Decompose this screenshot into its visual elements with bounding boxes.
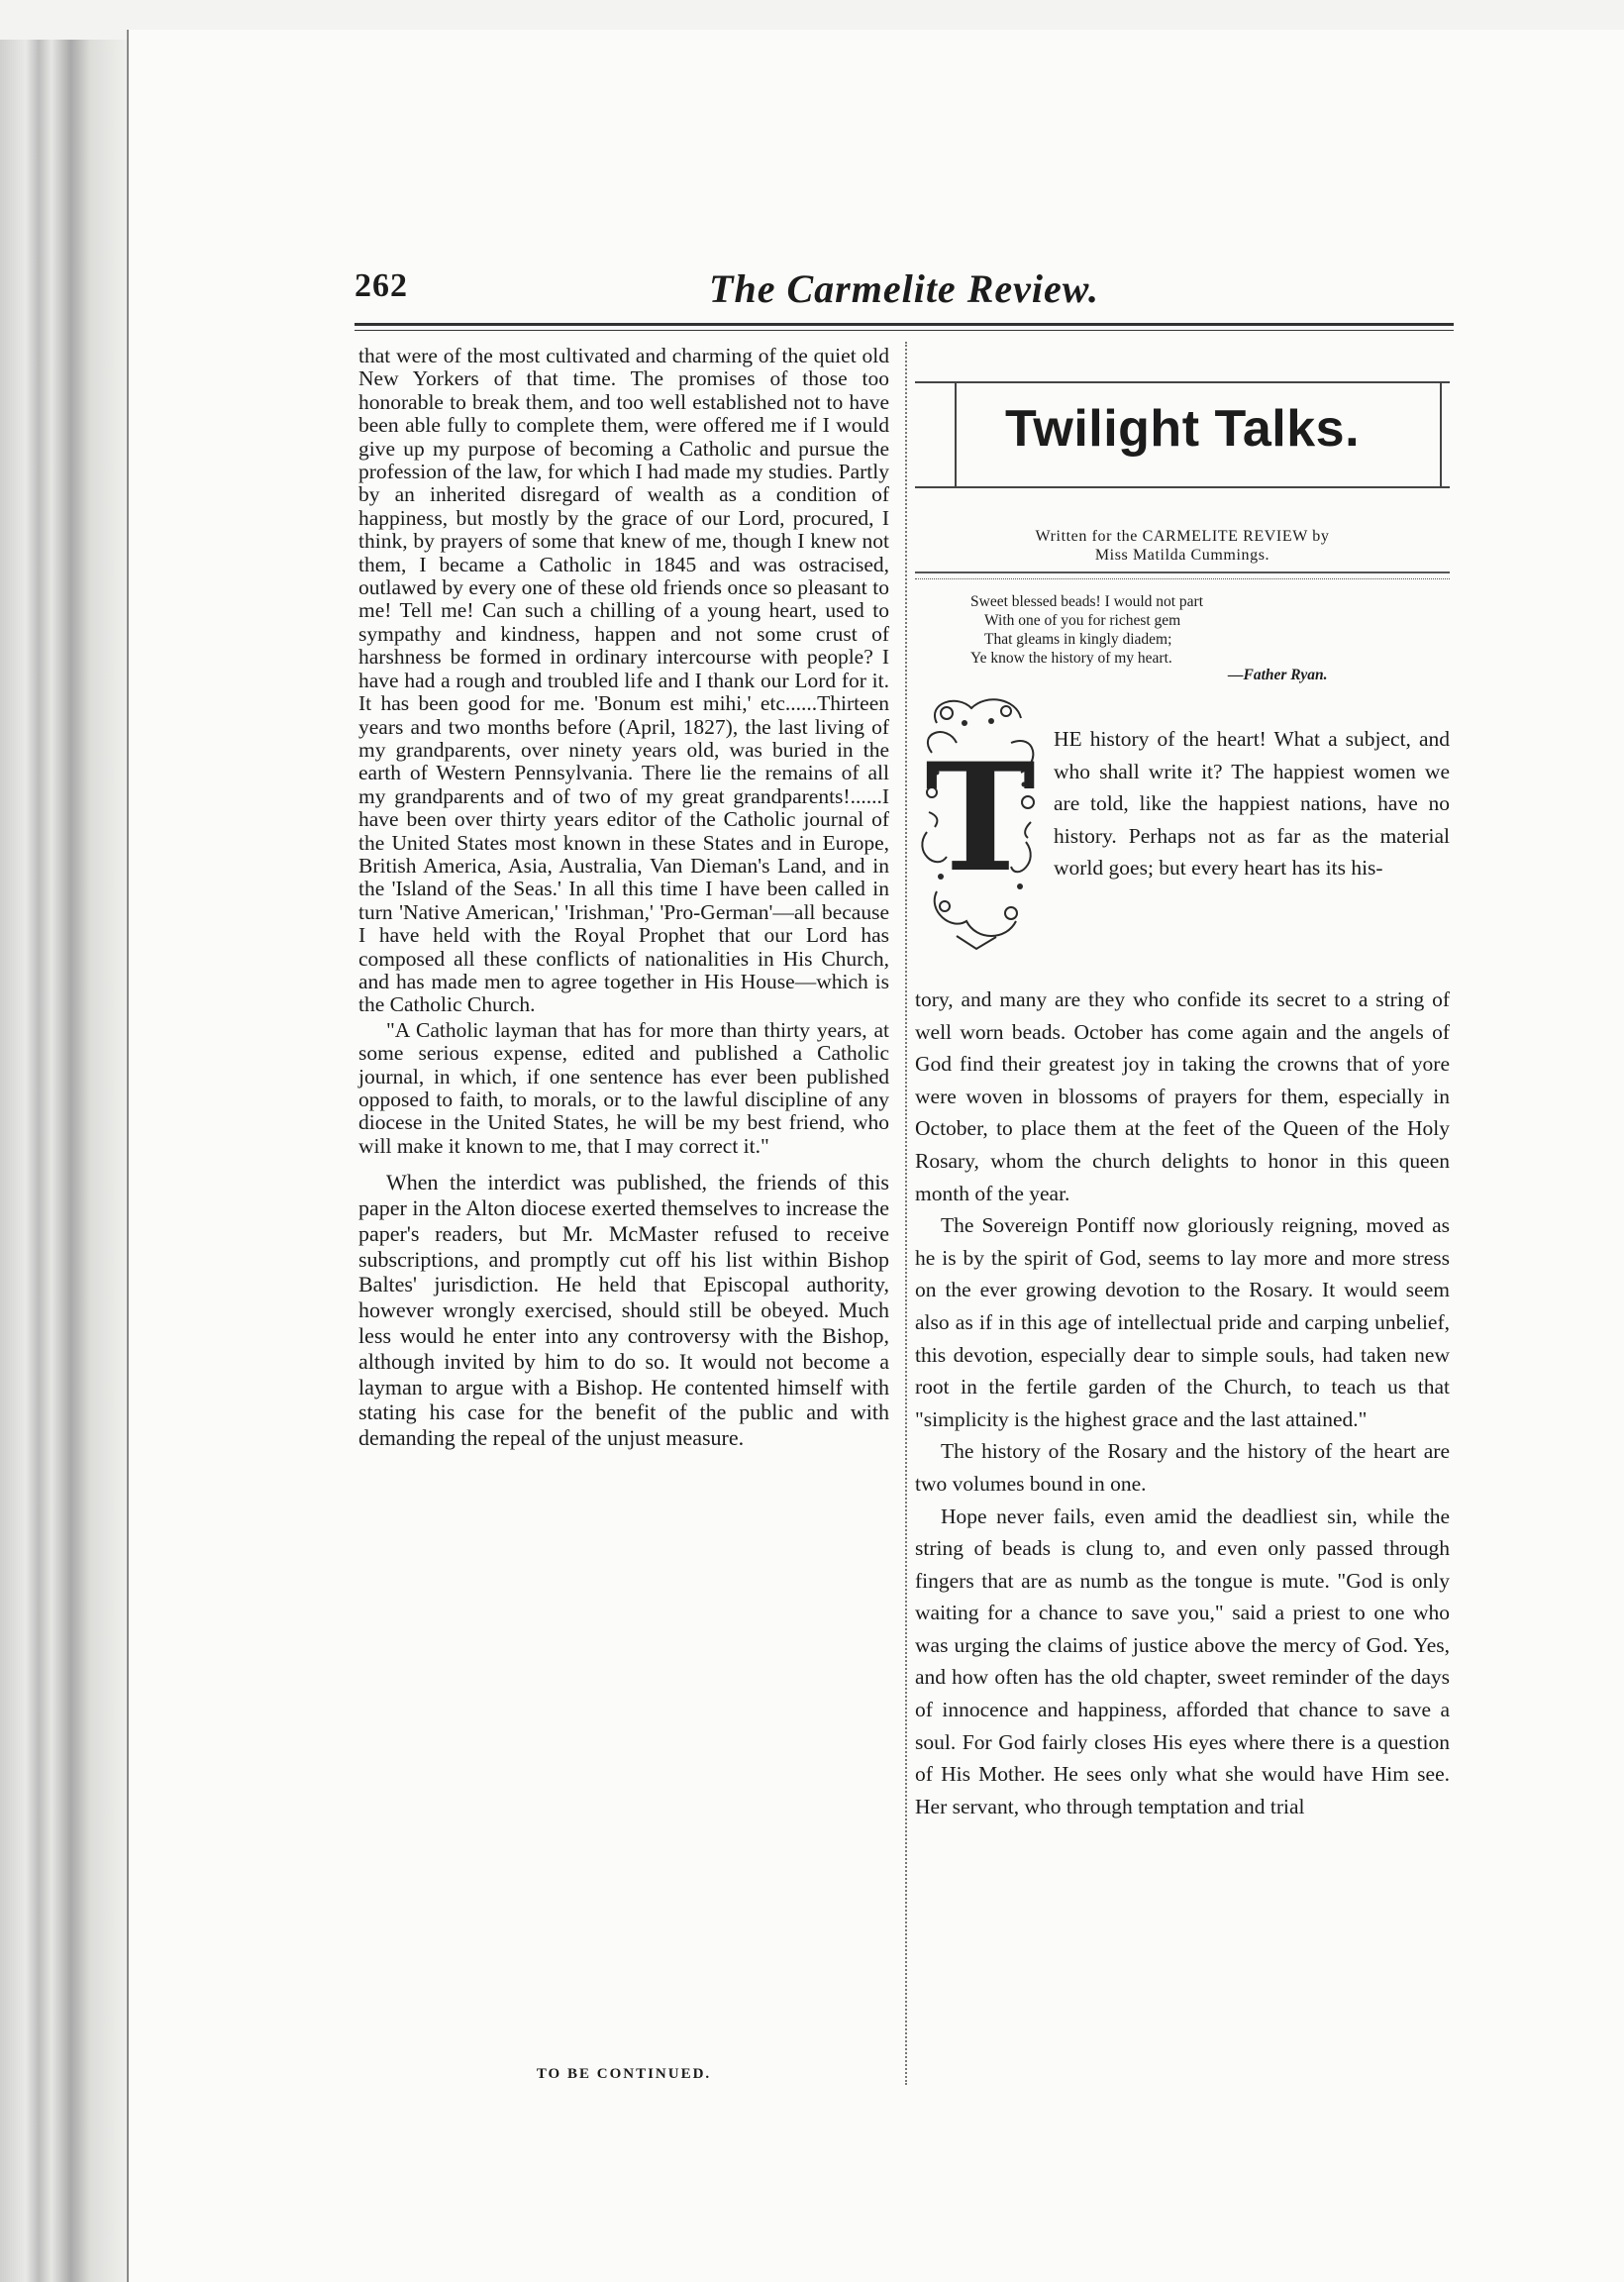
byline-rule [915, 571, 1450, 573]
title-box-top-rule [915, 381, 1450, 383]
poem-line-2: With one of you for richest gem [984, 612, 1181, 629]
epigraph-poem [970, 592, 1386, 668]
poem-line-1: Sweet blessed beads! I would not part [970, 593, 1204, 610]
byline-rule-dotted [915, 578, 1450, 579]
poem-line-4: Ye know the history of my heart. [970, 650, 1172, 667]
right-paragraph-4: Hope never fails, even amid the deadliest sin, while the string of beads is clung to, and even only passed through fingers that are as numb as the tongue is mute. "God is only waiting for a chance to save you," said a priest to one who was urging the claims of justice above the mercy of God. Yes, and how often has the old chapter, sweet reminder of the days of innocence and happiness, afforded that chance to save a soul. For God fairly closes His eyes where there is a question of His Mother. He sees only what she would have Him see. Her servant, who through temptation and trial [915, 1504, 1450, 1818]
drop-cap-paragraph: HE history of the heart! What a subject, and who shall write it? The happiest women we are told, like the happiest nations, have no history. Perhaps not as far as the material world goes; but every heart has its his- [1054, 727, 1450, 880]
left-paragraph-1: that were of the most cultivated and charming of the quiet old New Yorkers of that time. The promises of those too honorable to break them, and too well established not to have been able fully to complete them, were offered me if I would give up my purpose of becoming a Catholic and pursue the profession of the law, for which I had made my studies. Partly by an inherited disregard of wealth as a condition of happiness, but mostly by the grace of our Lord, procured, I think, by prayers of some that knew of me, though I knew not them, I became a Catholic in 1845 and was ostracised, outlawed by every one of these old friends once so pleasant to me! Tell me! Can such a chilling of a young heart, used to sympathy and kindness, happen and not some crust of harshness be formed in ordinary intercourse with people? I have had a rough and troubled life and I thank our Lord for it. It has been good for me. 'Bonum est mihi,' etc......Thirteen years and two months before (April, 1827), the last living of my grandparents, over ninety years old, was buried in the earth of Western Pennsylvania. There lie the remains of all my grandparents and of two of my great grandparents!......I have been over thirty years editor of the Catholic journal of the United States most known in these States and in Europe, British America, Asia, Australia, Van Dieman's Land, and in the 'Island of the Seas.' In all this time I have been called in turn 'Native American,' 'Irishman,' 'Pro-German'—all because I have held with the Royal Prophet that our Lord has composed all these conflicts of nationalities in His Church, and has made men to agree together in His House—which is the Catholic Church. [358, 344, 889, 1017]
header-rule [355, 323, 1454, 326]
left-column [358, 345, 889, 1451]
header-rule-thin [355, 330, 1454, 331]
running-head: The Carmelite Review. [709, 266, 1099, 311]
right-paragraph-3: The history of the Rosary and the history of the heart are two volumes bound in one. [915, 1439, 1450, 1496]
byline-line-1: Written for the CARMELITE REVIEW by [1035, 528, 1330, 545]
byline [915, 527, 1450, 565]
to-be-continued: TO BE CONTINUED. [536, 2066, 712, 2082]
byline-line-2: Miss Matilda Cummings. [1094, 547, 1270, 564]
right-paragraph-1: tory, and many are they who confide its secret to a string of well worn beads. October has come again and the angels of God find their greatest joy in taking the crowns that of yore were woven in blossoms of prayers for them, especially in October, to place them at the feet of the Queen of the Holy Rosary, whom the church delights to honor in this queen month of the year. [915, 987, 1450, 1205]
right-column-body [915, 984, 1450, 1822]
poem-attribution: —Father Ryan. [1228, 667, 1328, 683]
title-box [915, 381, 1450, 488]
book-spine-edge [0, 40, 129, 2282]
poem-line-3: That gleams in kingly diadem; [984, 631, 1172, 648]
page-header [355, 267, 1454, 317]
title-box-bottom-rule [915, 486, 1450, 488]
page-number: 262 [355, 267, 408, 304]
left-paragraph-2: "A Catholic layman that has for more than thirty years, at some serious expense, edited and published a Catholic journal, in which, if one sentence has ever been published opposed to faith, to morals, or to the lawful discipline of any diocese in the United States, he will be my best friend, who will make it known to me, that I may correct it." [358, 1017, 889, 1158]
ornamental-initial-icon [917, 693, 1044, 953]
drop-cap-letter: T [925, 731, 1036, 905]
right-paragraph-2: The Sovereign Pontiff now gloriously reigning, moved as he is by the spirit of God, seems to lay more and more stress on the ever growing devotion to the Rosary. It would seem also as if in this age of intellectual pride and carping unbelief, this devotion, especially dear to simple souls, had taken new root in the fertile garden of the Church, to teach us that "simplicity is the highest grace and the last attained." [915, 1213, 1450, 1431]
column-divider [905, 342, 907, 2085]
article-title: Twilight Talks. [1004, 400, 1361, 458]
left-paragraph-3: When the interdict was published, the friends of this paper in the Alton diocese exerted themselves to increase the paper's readers, but Mr. McMaster refused to receive subscriptions, and promptly cut off his list within Bishop Baltes' jurisdiction. He held that Episcopal authority, however wrongly exercised, should still be obeyed. Much less would he enter into any controversy with the Bishop, although invited by him to do so. It would not become a layman to argue with a Bishop. He contented himself with stating his case for the benefit of the public and with demanding the repeal of the unjust measure. [358, 1170, 889, 1451]
